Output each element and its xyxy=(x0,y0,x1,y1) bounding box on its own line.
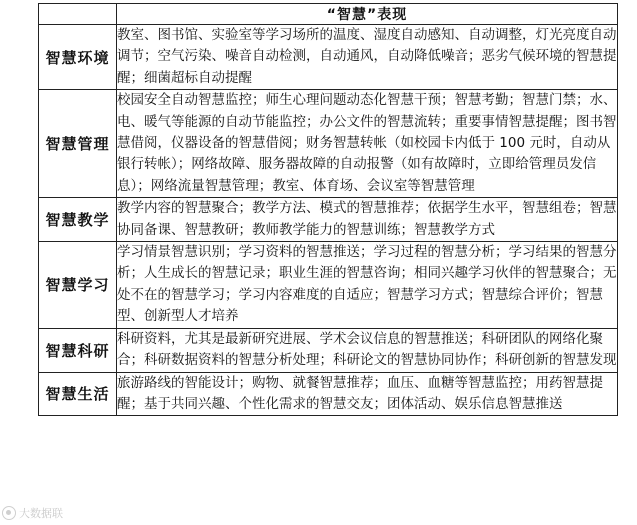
watermark xyxy=(2,505,63,521)
description-cell: 科研资料，尤其是最新研究进展、学术会议信息的智慧推送；科研团队的网络化聚合；科研数据资料的智慧分析处理；科研论文的智慧协同协作；科研创新的智慧发现 xyxy=(117,328,618,372)
table-row xyxy=(39,198,618,242)
watermark-text: 大数据联 xyxy=(19,507,63,520)
category-cell: 智慧学习 xyxy=(39,242,117,329)
description-cell: 旅游路线的智能设计；购物、就餐智慧推荐；血压、血糖等智慧监控；用药智慧提醒；基于共同兴趣、个性化需求的智慧交友；团体活动、娱乐信息智慧推送 xyxy=(117,372,618,416)
table-row xyxy=(39,25,618,90)
category-cell: 智慧环境 xyxy=(39,25,117,90)
table-row xyxy=(39,90,618,198)
category-cell: 智慧教学 xyxy=(39,198,117,242)
description-cell: 校园安全自动智慧监控；师生心理问题动态化智慧干预；智慧考勤；智慧门禁；水、电、暖气等能源的自动节能监控；办公文件的智慧流转；重要事情智慧提醒；图书智慧借阅，仪器设备的智慧借阅；财务智慧转帐（如校园卡内低于 100 元时，自动从银行转帐）；网络故障、服务器故障的自动报警（如有故障时，立即给管理员发信息）；网络流量智慧管理；教室、体育场、会议室等智慧管理 xyxy=(117,90,618,198)
description-cell: 教学内容的智慧聚合；教学方法、模式的智慧推荐；依据学生水平，智慧组卷；智慧协同备课、智慧教研；教师教学能力的智慧训练；智慧教学方式 xyxy=(117,198,618,242)
table-row xyxy=(39,242,618,329)
table-header-row xyxy=(39,4,618,25)
smart-performance-table xyxy=(38,3,618,416)
watermark-logo-icon xyxy=(2,506,16,520)
category-cell: 智慧管理 xyxy=(39,90,117,198)
table-sheet xyxy=(38,3,617,503)
description-cell: 教室、图书馆、实验室等学习场所的温度、湿度自动感知、自动调整，灯光亮度自动调节；空气污染、噪音自动检测，自动通风，自动降低噪音；恶劣气候环境的智慧提醒；细菌超标自动提醒 xyxy=(117,25,618,90)
category-cell: 智慧生活 xyxy=(39,372,117,416)
description-cell: 学习情景智慧识别；学习资料的智慧推送；学习过程的智慧分析；学习结果的智慧分析；人生成长的智慧记录；职业生涯的智慧咨询；相同兴趣学习伙伴的智慧聚合；无处不在的智慧学习；学习内容难度的自适应；智慧学习方式；智慧综合评价；智慧型、创新型人才培养 xyxy=(117,242,618,329)
header-cell-category xyxy=(39,4,117,25)
category-cell: 智慧科研 xyxy=(39,328,117,372)
table-row xyxy=(39,328,618,372)
header-cell-performance: “智慧”表现 xyxy=(117,4,618,25)
table-row xyxy=(39,372,618,416)
